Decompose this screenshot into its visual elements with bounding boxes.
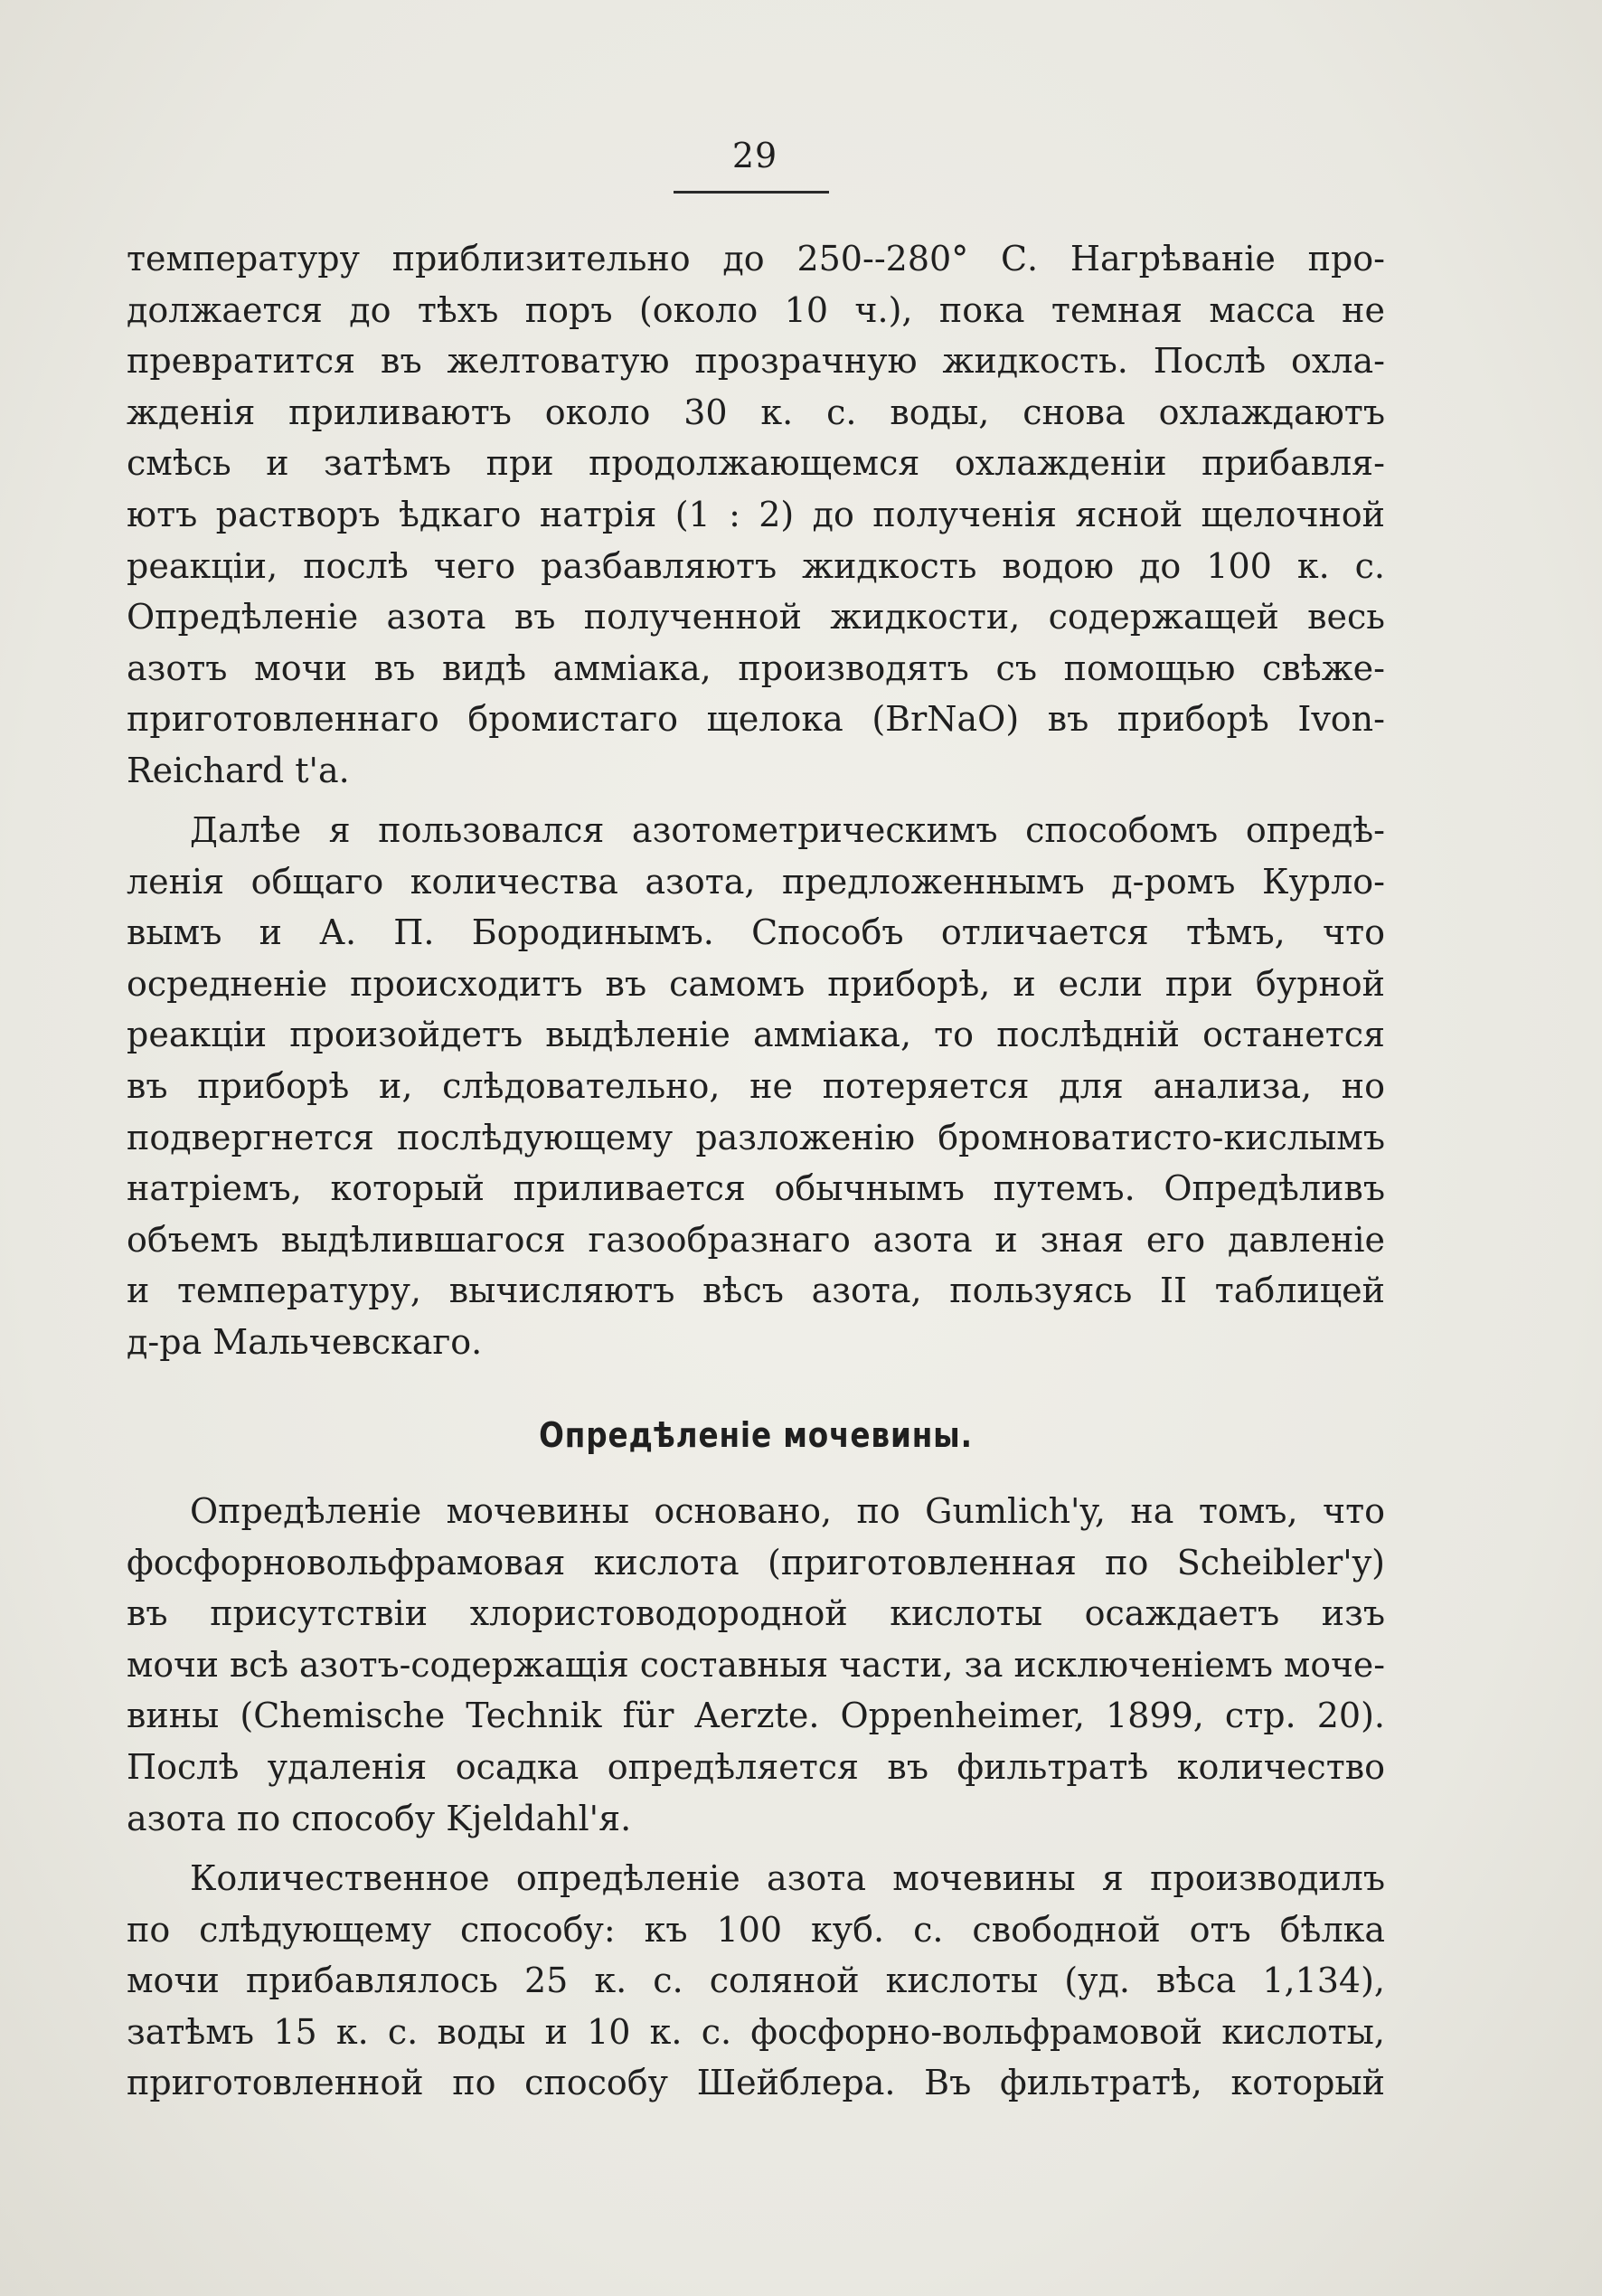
paragraph-2 (127, 805, 1385, 1368)
text-line: ленія общаго количества азота, предложеннымъ д-ромъ Курло- (127, 861, 1385, 902)
text-line: азота по способу Kjeldahl'я. (127, 1798, 632, 1838)
text-line: азотъ мочи въ видѣ амміака, производятъ съ помощью свѣже- (127, 647, 1385, 688)
text-line: ютъ растворъ ѣдкаго натрія (1 : 2) до полученія ясной щелочной (127, 494, 1385, 534)
text-line: смѣсь и затѣмъ при продолжающемся охлажденіи прибавля- (127, 443, 1385, 484)
text-line: Опредѣленіе азота въ полученной жидкости, содержащей весь (127, 597, 1385, 638)
text-line: д-ра Мальчевскаго. (127, 1321, 483, 1362)
paragraph-3 (127, 1486, 1385, 1844)
text-line: подвергнется послѣдующему разложенію бромноватисто-кислымъ (127, 1117, 1385, 1157)
paragraph-1 (127, 233, 1385, 797)
section-heading: Опредѣленіе мочевины. (539, 1415, 973, 1455)
text-line: Reichard t'a. (127, 750, 350, 790)
text-line: температуру приблизительно до 250--280° С. Нагрѣваніе про- (127, 239, 1385, 279)
text-line: мочи прибавлялось 25 к. с. соляной кислоты (уд. вѣса 1,134), (127, 1961, 1385, 2001)
text-line: Послѣ удаленія осадка опредѣляется въ фильтратѣ количество (127, 1746, 1385, 1787)
page-number: 29 (731, 136, 778, 175)
text-line: реакціи произойдетъ выдѣленіе амміака, то послѣдній останется (127, 1015, 1385, 1055)
text-line: Количественное опредѣленіе азота мочевины я производилъ (190, 1858, 1385, 1898)
text-line: и температуру, вычисляютъ вѣсъ азота, пользуясь II таблицей (127, 1271, 1385, 1311)
text-line: жденія приливаютъ около 30 к. с. воды, снова охлаждаютъ (127, 392, 1385, 432)
text-line: Опредѣленіе мочевины основано, по Gumlich'y, на томъ, что (190, 1491, 1385, 1531)
text-line: превратится въ желтоватую прозрачную жидкость. Послѣ охла- (127, 341, 1385, 382)
text-line: приготовленной по способу Шейблера. Въ фильтратѣ, который (127, 2063, 1385, 2103)
text-line: вины (Chemische Technik für Aerzte. Oppenheimer, 1899, стр. 20). (127, 1696, 1385, 1736)
paragraph-4 (127, 1853, 1385, 2109)
text-line: объемъ выдѣлившагося газообразнаго азота и зная его давленіе (127, 1219, 1385, 1260)
text-line: натріемъ, который приливается обычнымъ путемъ. Опредѣливъ (127, 1168, 1385, 1209)
text-line: затѣмъ 15 к. с. воды и 10 к. с. фосфорно-вольфрамовой кислоты, (127, 2011, 1385, 2052)
text-line: осредненіе происходитъ въ самомъ приборѣ, и если при бурной (127, 963, 1385, 1004)
text-line: реакціи, послѣ чего разбавляютъ жидкость водою до 100 к. с. (127, 545, 1385, 586)
page-number-rule (674, 191, 829, 194)
text-line: приготовленнаго бромистаго щелока (BrNaO) въ приборѣ Ivon- (127, 699, 1385, 740)
text-line: въ приборѣ и, слѣдовательно, не потеряется для анализа, но (127, 1065, 1385, 1106)
text-line: по слѣдующему способу: къ 100 куб. с. свободной отъ бѣлка (127, 1909, 1385, 1950)
text-line: въ присутствіи хлористоводородной кислоты осаждаетъ изъ (127, 1593, 1385, 1634)
text-line: вымъ и А. П. Бородинымъ. Способъ отличается тѣмъ, что (127, 912, 1385, 953)
text-line: мочи всѣ азотъ-содержащія составныя части, за исключеніемъ моче- (127, 1644, 1385, 1685)
text-line: Далѣе я пользовался азотометрическимъ способомъ опредѣ- (190, 810, 1385, 850)
text-line: должается до тѣхъ поръ (около 10 ч.), пока темная масса не (127, 289, 1385, 330)
text-line: фосфорновольфрамовая кислота (приготовленная по Scheibler'y) (127, 1542, 1385, 1583)
